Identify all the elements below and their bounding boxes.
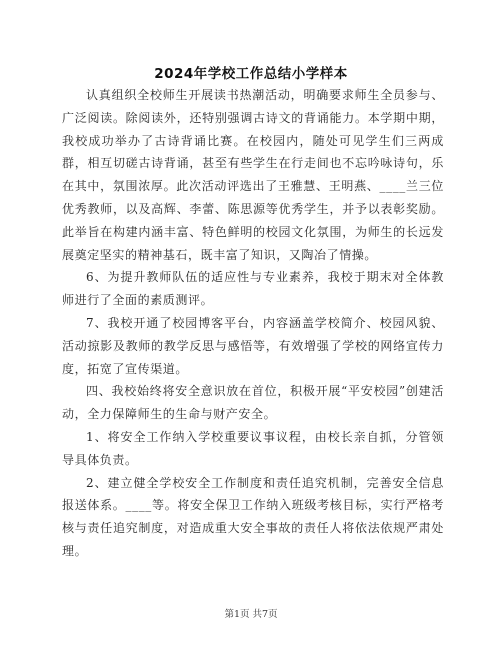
paragraph-safety-agenda: 1、将安全工作纳入学校重要议事议程，由校长亲自抓，分管领导具体负责。 [62,429,444,467]
document-body [62,84,444,563]
paragraph-safety-campus: 四、我校始终将安全意识放在首位，积极开展“平安校园”创建活动，全力保障师生的生命与财产安全。 [62,384,444,422]
page-number: 第1页 共7页 [224,609,278,620]
document-title: 2024年学校工作总结小学样本 [154,66,348,82]
paragraph-safety-system: 2、建立健全学校安全工作制度和责任追究机制，完善安全信息报送体系。____等。将安全保卫工作纳入班级考核目标，实行严格考核与责任追究制度，对造成重大安全事故的责任人将依法依规严肃处理。 [62,475,444,558]
paragraph-teacher-assessment: 6、为提升教师队伍的适应性与专业素养，我校于期末对全体教师进行了全面的素质测评。 [62,270,444,308]
paragraph-reading-activity: 认真组织全校师生开展读书热潮活动，明确要求师生全员参与、广泛阅读。除阅读外，还特别强调古诗文的背诵能力。本学期中期，我校成功举办了古诗背诵比赛。在校园内，随处可见学生们三两成群，相互切磋古诗背诵，甚至有些学生在行走间也不忘吟咏诗句，乐在其中，氛围浓厚。此次活动评选出了王雅慧、王明燕、____兰三位优秀教师，以及高辉、李蕾、陈思源等优秀学生，并予以表彰奖励。此举旨在构建内涵丰富、特色鲜明的校园文化氛围，为师生的长远发展奠定坚实的精神基石，既丰富了知识，又陶冶了情操。 [62,88,444,262]
paragraph-school-blog: 7、我校开通了校园博客平台，内容涵盖学校简介、校园风貌、活动掠影及教师的教学反思与感悟等，有效增强了学校的网络宣传力度，拓宽了宣传渠道。 [62,315,444,376]
